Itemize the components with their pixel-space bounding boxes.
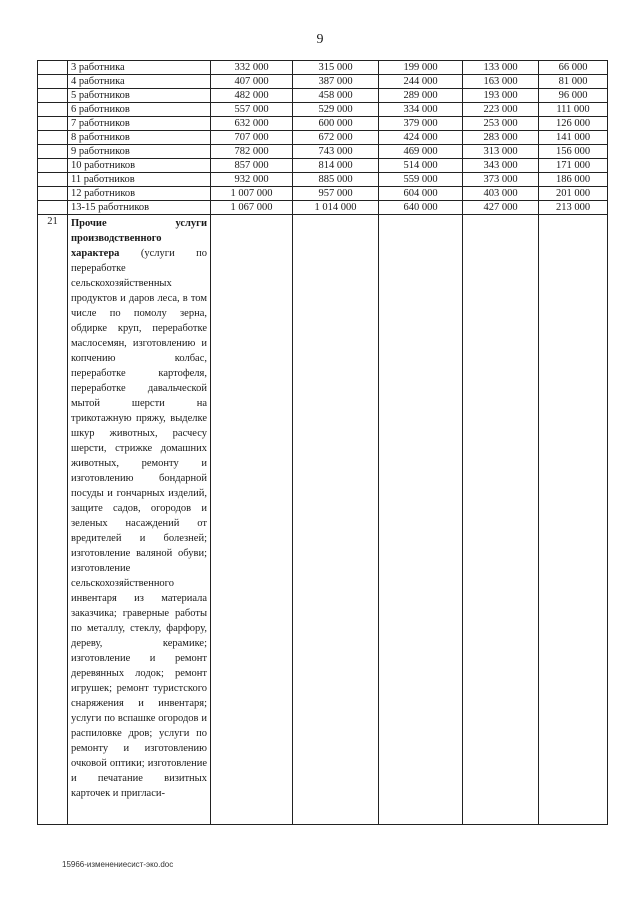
value-cell: 387 000 bbox=[293, 75, 379, 89]
value-cell: 289 000 bbox=[379, 89, 463, 103]
footer-filename: 15966-изменениесист-эко.doc bbox=[62, 860, 174, 869]
row-label-cell: 6 работников bbox=[68, 103, 211, 117]
value-cell: 253 000 bbox=[463, 117, 539, 131]
table-row bbox=[38, 61, 608, 75]
value-cell: 156 000 bbox=[539, 145, 608, 159]
value-cell: 171 000 bbox=[539, 159, 608, 173]
value-cell: 199 000 bbox=[379, 61, 463, 75]
value-cell: 96 000 bbox=[539, 89, 608, 103]
row-index-cell bbox=[38, 117, 68, 131]
row-label-cell: 8 работников bbox=[68, 131, 211, 145]
row-label-cell: 10 работников bbox=[68, 159, 211, 173]
row-index-cell bbox=[38, 61, 68, 75]
item-description bbox=[68, 215, 211, 825]
value-cell: 213 000 bbox=[539, 201, 608, 215]
table-row bbox=[38, 201, 608, 215]
value-cell: 632 000 bbox=[211, 117, 293, 131]
empty-value-cell bbox=[539, 215, 608, 825]
table-row-item bbox=[38, 215, 608, 825]
value-cell: 885 000 bbox=[293, 173, 379, 187]
row-index-cell bbox=[38, 75, 68, 89]
value-cell: 111 000 bbox=[539, 103, 608, 117]
row-index-cell bbox=[38, 103, 68, 117]
value-cell: 1 067 000 bbox=[211, 201, 293, 215]
value-cell: 332 000 bbox=[211, 61, 293, 75]
value-cell: 379 000 bbox=[379, 117, 463, 131]
value-cell: 334 000 bbox=[379, 103, 463, 117]
row-label-cell: 5 работников bbox=[68, 89, 211, 103]
row-label-cell: 11 работников bbox=[68, 173, 211, 187]
value-cell: 244 000 bbox=[379, 75, 463, 89]
value-cell: 932 000 bbox=[211, 173, 293, 187]
value-cell: 126 000 bbox=[539, 117, 608, 131]
value-cell: 559 000 bbox=[379, 173, 463, 187]
item-title: Прочие услуги производственного характера bbox=[71, 218, 207, 259]
value-cell: 343 000 bbox=[463, 159, 539, 173]
value-cell: 482 000 bbox=[211, 89, 293, 103]
value-cell: 1 014 000 bbox=[293, 201, 379, 215]
item-number: 21 bbox=[38, 215, 68, 825]
value-cell: 814 000 bbox=[293, 159, 379, 173]
row-index-cell bbox=[38, 131, 68, 145]
value-cell: 458 000 bbox=[293, 89, 379, 103]
value-cell: 707 000 bbox=[211, 131, 293, 145]
value-cell: 604 000 bbox=[379, 187, 463, 201]
value-cell: 373 000 bbox=[463, 173, 539, 187]
value-cell: 81 000 bbox=[539, 75, 608, 89]
row-index-cell bbox=[38, 187, 68, 201]
row-label-cell: 9 работников bbox=[68, 145, 211, 159]
empty-value-cell bbox=[293, 215, 379, 825]
table-row bbox=[38, 103, 608, 117]
value-cell: 133 000 bbox=[463, 61, 539, 75]
value-cell: 529 000 bbox=[293, 103, 379, 117]
value-cell: 640 000 bbox=[379, 201, 463, 215]
empty-value-cell bbox=[379, 215, 463, 825]
table-row bbox=[38, 159, 608, 173]
row-index-cell bbox=[38, 201, 68, 215]
value-cell: 193 000 bbox=[463, 89, 539, 103]
table-row bbox=[38, 117, 608, 131]
value-cell: 315 000 bbox=[293, 61, 379, 75]
value-cell: 163 000 bbox=[463, 75, 539, 89]
value-cell: 782 000 bbox=[211, 145, 293, 159]
row-label-cell: 4 работника bbox=[68, 75, 211, 89]
empty-value-cell bbox=[463, 215, 539, 825]
table-row bbox=[38, 131, 608, 145]
value-cell: 600 000 bbox=[293, 117, 379, 131]
value-cell: 427 000 bbox=[463, 201, 539, 215]
row-index-cell bbox=[38, 145, 68, 159]
page-number: 9 bbox=[316, 32, 324, 47]
value-cell: 672 000 bbox=[293, 131, 379, 145]
value-cell: 313 000 bbox=[463, 145, 539, 159]
row-label-cell: 13-15 работников bbox=[68, 201, 211, 215]
tariff-table bbox=[37, 60, 608, 825]
value-cell: 514 000 bbox=[379, 159, 463, 173]
table-row bbox=[38, 173, 608, 187]
value-cell: 857 000 bbox=[211, 159, 293, 173]
row-label-cell: 7 работников bbox=[68, 117, 211, 131]
value-cell: 407 000 bbox=[211, 75, 293, 89]
table-body bbox=[38, 61, 608, 825]
table-row bbox=[38, 145, 608, 159]
value-cell: 957 000 bbox=[293, 187, 379, 201]
value-cell: 201 000 bbox=[539, 187, 608, 201]
row-label-cell: 3 работника bbox=[68, 61, 211, 75]
value-cell: 469 000 bbox=[379, 145, 463, 159]
table-row bbox=[38, 75, 608, 89]
value-cell: 424 000 bbox=[379, 131, 463, 145]
table-row bbox=[38, 187, 608, 201]
row-index-cell bbox=[38, 159, 68, 173]
value-cell: 66 000 bbox=[539, 61, 608, 75]
value-cell: 283 000 bbox=[463, 131, 539, 145]
empty-value-cell bbox=[211, 215, 293, 825]
value-cell: 186 000 bbox=[539, 173, 608, 187]
value-cell: 1 007 000 bbox=[211, 187, 293, 201]
item-text: (услуги по переработке сельскохозяйственных продуктов и даров леса, в том числе по помолу зерна, обдирке круп, переработке маслосемян, изготовлению и копчению колбас, переработке картофеля, переработке давальческой мытой шерсти на трикотажную пряжу, выделке шкур животных, расчесу шерсти, стрижке домашних животных, ремонту и изготовлению бондарной посуды и гончарных изделий, защите садов, огородов и зеленых насаждений от вредителей и болезней; изготовление валяной обуви; изготовление сельскохозяйственного инвентаря из материала заказчика; граверные работы по металлу, стеклу, фарфору, дереву, керамике; изготовление и ремонт деревянных лодок; ремонт игрушек; ремонт туристского снаряжения и инвентаря; услуги по вспашке огородов и распиловке дров; услуги по ремонту и изготовлению очковой оптики; изготовление и печатание визитных карточек и пригласи- bbox=[71, 248, 207, 799]
table-row bbox=[38, 89, 608, 103]
value-cell: 557 000 bbox=[211, 103, 293, 117]
value-cell: 403 000 bbox=[463, 187, 539, 201]
value-cell: 223 000 bbox=[463, 103, 539, 117]
row-index-cell bbox=[38, 89, 68, 103]
value-cell: 141 000 bbox=[539, 131, 608, 145]
value-cell: 743 000 bbox=[293, 145, 379, 159]
row-label-cell: 12 работников bbox=[68, 187, 211, 201]
row-index-cell bbox=[38, 173, 68, 187]
